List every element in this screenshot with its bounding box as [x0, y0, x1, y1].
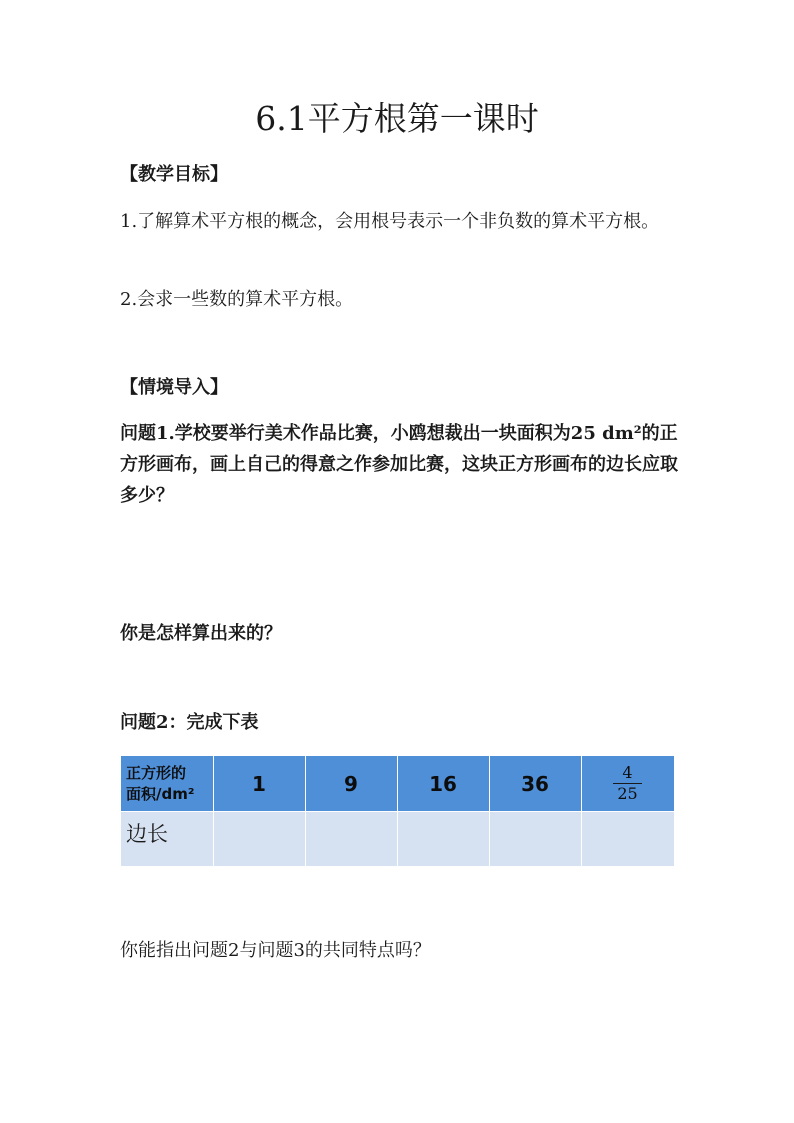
page-title: 6.1平方根第一课时	[255, 99, 539, 138]
problem-2-text: 问题2：完成下表	[120, 712, 259, 733]
closing-question: 你能指出问题2与问题3的共同特点吗？	[120, 940, 431, 961]
side-length-label-cell: 边长	[121, 812, 213, 867]
area-header-cell	[121, 756, 213, 812]
objective-item-2: 2.会求一些数的算术平方根。	[120, 289, 354, 310]
method-question: 你是怎样算出来的？	[120, 623, 282, 644]
table-side-length-row	[121, 812, 674, 867]
objective-item-1: 1.了解算术平方根的概念，会用根号表示一个非负数的算术平方根。	[120, 211, 660, 232]
side-length-answer-cell[interactable]	[397, 812, 489, 867]
fraction	[613, 763, 641, 804]
objectives-heading: 【教学目标】	[120, 164, 228, 185]
area-fraction-cell	[581, 756, 674, 812]
area-header-line1: 正方形的	[126, 763, 187, 782]
fraction-numerator: 4	[613, 763, 641, 784]
side-length-answer-cell[interactable]	[489, 812, 581, 867]
side-length-answer-cell[interactable]	[581, 812, 674, 867]
area-value-cell: 36	[489, 756, 581, 812]
side-length-answer-cell[interactable]	[213, 812, 305, 867]
area-value-cell: 9	[305, 756, 397, 812]
area-value-cell: 1	[213, 756, 305, 812]
problem-1-text: 问题1.学校要举行美术作品比赛，小鸥想裁出一块面积为25 dm²的正方形画布，画上自己的得意之作参加比赛，这块正方形画布的边长应取多少？	[120, 423, 678, 506]
side-length-answer-cell[interactable]	[305, 812, 397, 867]
area-header-line2: 面积/dm²	[126, 784, 195, 803]
square-area-table	[121, 756, 675, 867]
table-header-row	[121, 756, 674, 812]
intro-heading: 【情境导入】	[120, 377, 228, 398]
area-value-cell: 16	[397, 756, 489, 812]
fraction-denominator: 25	[617, 784, 638, 803]
